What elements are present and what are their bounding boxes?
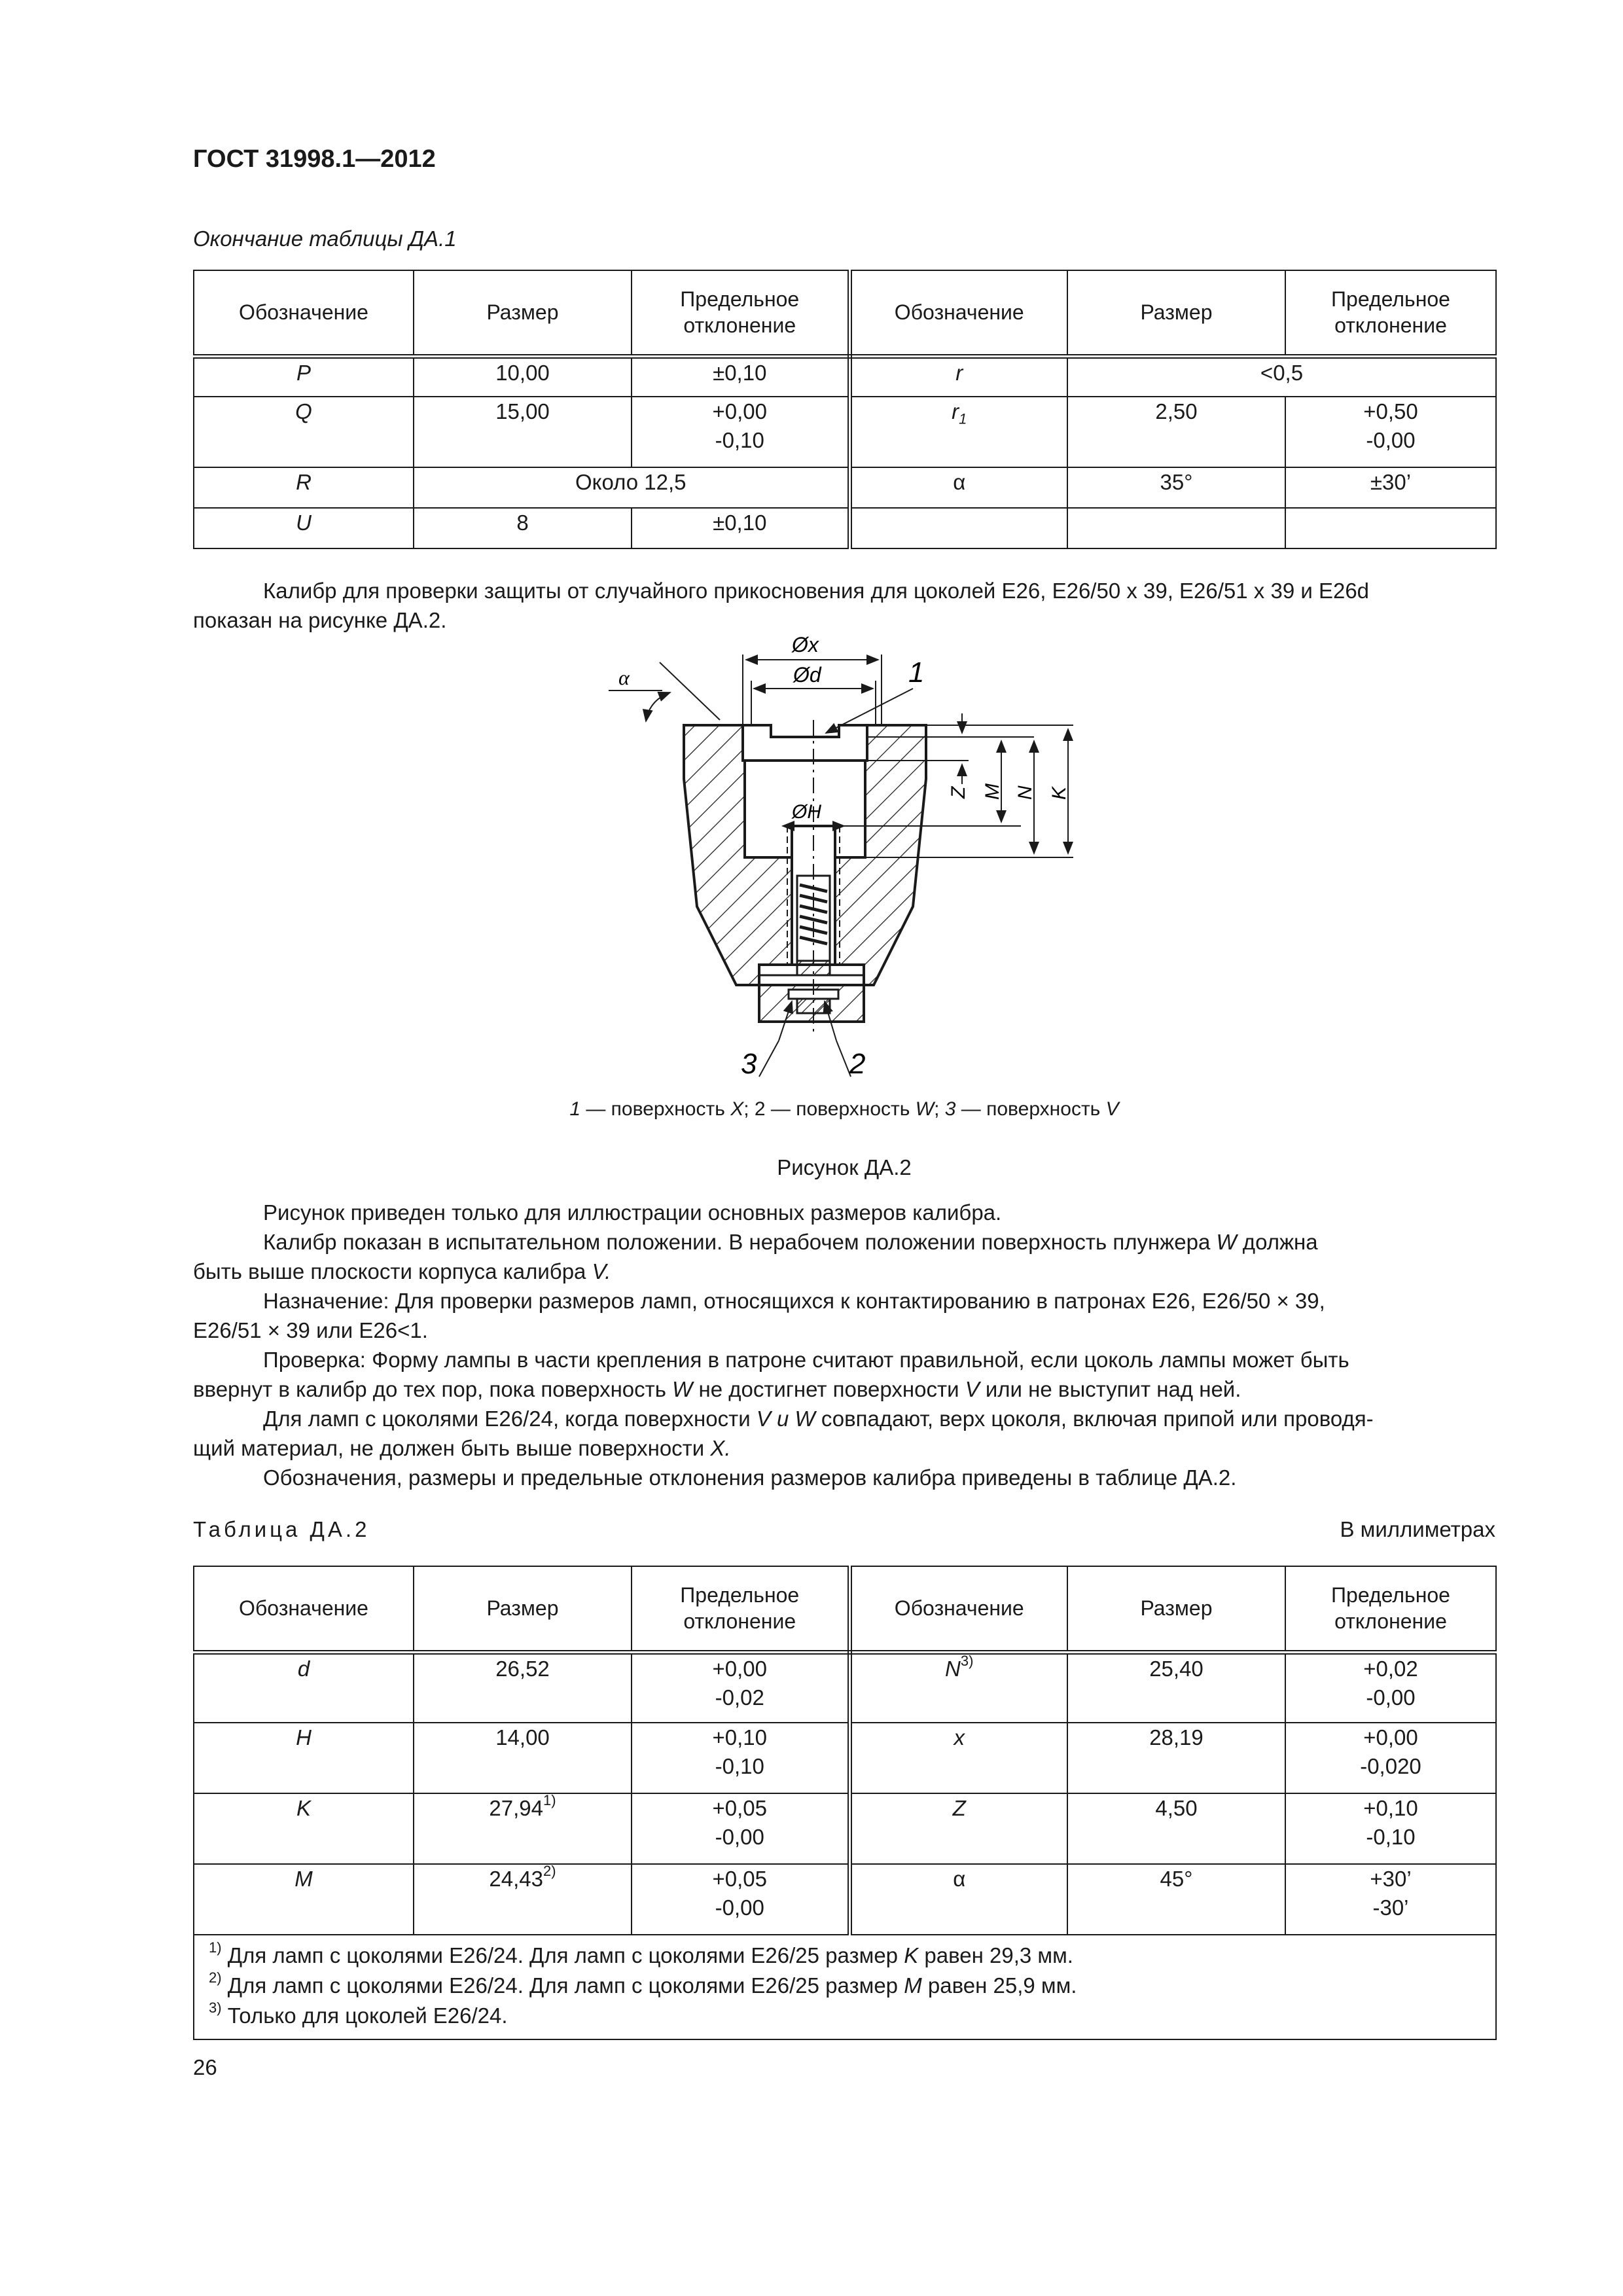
text-run: или не выступит над ней. [979, 1377, 1241, 1401]
text-run: Для ламп с цоколями E26/24, когда поверхности [263, 1407, 757, 1431]
paragraph-4: Проверка: Форму лампы в части крепления в патроне считают правильной, если цоколь лампы может быть [263, 1348, 1349, 1372]
size-cell [414, 1864, 632, 1935]
designation-cell: α [849, 467, 1067, 508]
paragraph-6: Обозначения, размеры и предельные отклонения размеров калибра приведены в таблице ДА.2. [263, 1465, 1237, 1490]
size-cell: 14,00 [414, 1723, 632, 1793]
size-cell: 8 [414, 508, 632, 548]
empty-cell [849, 508, 1067, 548]
header-cell: Обозначение [849, 1566, 1067, 1652]
header-cell: Размер [1067, 270, 1285, 356]
figure-title: Рисунок ДА.2 [777, 1155, 912, 1179]
text-run: должна [1236, 1230, 1318, 1254]
designation-cell: x [849, 1723, 1067, 1793]
designation-cell: P [194, 356, 414, 397]
tolerance-lower: -0,00 [1366, 1685, 1416, 1710]
size-cell: 35° [1067, 467, 1285, 508]
tolerance-upper: +0,10 [1363, 1796, 1418, 1820]
size-value: 27,94 [489, 1796, 544, 1820]
size-cell [414, 1793, 632, 1864]
text-run: V. [592, 1259, 611, 1283]
tolerance-cell [1285, 397, 1496, 467]
designation-cell: U [194, 508, 414, 548]
table-row [194, 397, 1496, 467]
header-cell: Предельное отклонение [1285, 1566, 1496, 1652]
text-run: Для ламп с цоколями E26/24. Для ламп с цоколями E26/25 размер [221, 1943, 904, 1967]
text-run: K [904, 1943, 919, 1967]
table-row [194, 1864, 1496, 1935]
table-notes-row [194, 1935, 1496, 2039]
tolerance-upper: +0,00 [712, 1656, 767, 1681]
text-run: V [965, 1377, 980, 1401]
footnote-3 [209, 2001, 1495, 2031]
table-da2-units: В миллиметрах [1340, 1517, 1495, 1541]
empty-cell [1285, 508, 1496, 548]
text-run: Для ламп с цоколями E26/24. Для ламп с цоколями E26/25 размер [221, 1973, 904, 1998]
designation-subscript: 1 [959, 410, 967, 427]
text-run: равен 25,9 мм. [921, 1973, 1077, 1998]
tolerance-cell [632, 1864, 849, 1935]
text-run: щий материал, не должен быть выше поверхности [193, 1436, 711, 1460]
size-cell [414, 1652, 632, 1723]
dim-z-label: Z [948, 786, 969, 798]
header-cell: Предельное отклонение [632, 1566, 849, 1652]
paragraph-1: Рисунок приведен только для иллюстрации основных размеров калибра. [263, 1200, 1002, 1225]
dim-d-label: Ød [793, 663, 821, 687]
paragraph-5 [193, 1404, 1495, 1433]
tolerance-upper: +0,02 [1363, 1656, 1418, 1681]
tolerance-upper: +30’ [1370, 1867, 1412, 1891]
header-cell: Предельное отклонение [632, 270, 849, 356]
tolerance-lower: -0,10 [715, 428, 764, 452]
size-cell: 15,00 [414, 397, 632, 467]
tolerance-upper: +0,10 [712, 1725, 767, 1749]
header-cell: Размер [414, 270, 632, 356]
callout-1: 1 [908, 656, 925, 689]
dim-m-label: M [982, 783, 1003, 800]
tolerance-upper: +0,00 [712, 399, 767, 423]
designation-cell: Z [849, 1793, 1067, 1864]
legend-surface-v: V [1105, 1098, 1119, 1120]
legend-text-2: ; 2 — поверхность [743, 1098, 916, 1120]
tolerance-cell [1285, 1864, 1496, 1935]
tolerance-upper: +0,05 [712, 1867, 767, 1891]
gauge-drawing [589, 628, 1113, 1100]
callout-2: 2 [849, 1048, 866, 1080]
tolerance-cell [1285, 1793, 1496, 1864]
tolerance-cell [632, 1723, 849, 1793]
table-notes [194, 1935, 1496, 2039]
size-cell: 28,19 [1067, 1723, 1285, 1793]
legend-text-1: — поверхность [580, 1098, 731, 1120]
legend-surface-w: W [915, 1098, 935, 1120]
header-cell: Предельное отклонение [1285, 270, 1496, 356]
tolerance-cell: ±30’ [1285, 467, 1496, 508]
intro-paragraph [193, 576, 1495, 635]
empty-cell [1067, 508, 1285, 548]
text-run: M [904, 1973, 922, 1998]
footnote-mark: 1) [209, 1939, 222, 1956]
callout-3: 3 [741, 1048, 757, 1080]
body-text [193, 1198, 1495, 1492]
size-value: 24,43 [489, 1867, 544, 1891]
header-cell: Обозначение [194, 1566, 414, 1652]
designation-cell: M [194, 1864, 414, 1935]
tolerance-cell [1285, 1652, 1496, 1723]
designation-cell [849, 1652, 1067, 1723]
table-row [194, 1652, 1496, 1723]
size-cell: 2,50 [1067, 397, 1285, 467]
footnote-ref: 3) [960, 1652, 974, 1669]
designation-cell: d [194, 1652, 414, 1723]
header-cell: Обозначение [849, 270, 1067, 356]
footnote-1 [209, 1941, 1495, 1971]
paragraph-3: Назначение: Для проверки размеров ламп, относящихся к контактированию в патронах E26, E26/50 × 39, [263, 1289, 1325, 1313]
size-cell: Около 12,5 [414, 467, 849, 508]
paragraph-2 [193, 1227, 1495, 1257]
tolerance-upper: +0,50 [1363, 399, 1418, 423]
tolerance-cell: ±0,10 [632, 508, 849, 548]
designation-cell: H [194, 1723, 414, 1793]
legend-sep: ; [934, 1098, 945, 1120]
text-run: W [672, 1377, 693, 1401]
size-cell: <0,5 [1067, 356, 1496, 397]
table-da1-caption: Окончание таблицы ДА.1 [193, 226, 457, 251]
tolerance-upper: +0,05 [712, 1796, 767, 1820]
table-da2-caption: Таблица ДА.2 [193, 1517, 370, 1541]
table-da1 [193, 270, 1497, 549]
legend-text-3: — поверхность [955, 1098, 1106, 1120]
paragraph-5-cont [193, 1433, 1495, 1463]
angle-alpha-label: α [618, 666, 630, 689]
tolerance-cell: ±0,10 [632, 356, 849, 397]
text-run: равен 29,3 мм. [918, 1943, 1073, 1967]
table-row [194, 356, 1496, 397]
size-cell: 25,40 [1067, 1652, 1285, 1723]
table-row [194, 508, 1496, 548]
tolerance-lower: -0,02 [715, 1685, 764, 1710]
size-value: 26,52 [495, 1656, 550, 1681]
text-run: X. [710, 1436, 731, 1460]
table-row [194, 467, 1496, 508]
table-da2 [193, 1566, 1497, 2040]
paragraph-4-cont [193, 1374, 1495, 1404]
legend-surface-x: X [730, 1098, 744, 1120]
header-cell: Размер [414, 1566, 632, 1652]
text-run: W [1216, 1230, 1237, 1254]
text-run: Только для цоколей E26/24. [221, 2003, 508, 2028]
text-run: Калибр показан в испытательном положении. В нерабочем положении поверхность плунжера [263, 1230, 1217, 1254]
legend-num-3: 3 [944, 1098, 956, 1120]
size-cell: 10,00 [414, 356, 632, 397]
intro-line-1: Калибр для проверки защиты от случайного прикосновения для цоколей E26, E26/50 х 39, E26/51 х 39 и E26d [263, 579, 1370, 603]
designation-cell: K [194, 1793, 414, 1864]
table-row [194, 1723, 1496, 1793]
text-run: ввернут в калибр до тех пор, пока поверхность [193, 1377, 673, 1401]
header-cell: Обозначение [194, 270, 414, 356]
designation-symbol: N [945, 1656, 961, 1681]
paragraph-2-cont [193, 1257, 1495, 1286]
designation-cell: R [194, 467, 414, 508]
footnote-2 [209, 1971, 1495, 2001]
dim-h-label: ØH [792, 801, 821, 823]
footnote-ref: 2) [543, 1863, 556, 1879]
tolerance-lower: -0,00 [715, 1825, 764, 1849]
tolerance-lower: -0,00 [1366, 428, 1416, 452]
tolerance-cell [632, 1793, 849, 1864]
text-run: совпадают, верх цоколя, включая припой или проводя- [815, 1407, 1374, 1431]
designation-symbol: r [952, 399, 959, 423]
size-cell: 4,50 [1067, 1793, 1285, 1864]
dim-k-label: K [1048, 786, 1070, 800]
paragraph-3-cont: E26/51 × 39 или E26<1. [193, 1318, 428, 1342]
dim-n-label: N [1014, 785, 1036, 800]
text-run: не достигнет поверхности [692, 1377, 965, 1401]
tolerance-upper: +0,00 [1363, 1725, 1418, 1749]
tolerance-cell [632, 397, 849, 467]
designation-cell: r [849, 356, 1067, 397]
designation-cell [849, 397, 1067, 467]
designation-cell: α [849, 1864, 1067, 1935]
footnote-mark: 2) [209, 1969, 222, 1986]
footnote-ref: 1) [543, 1792, 556, 1808]
tolerance-lower: -0,020 [1360, 1754, 1421, 1778]
tolerance-lower: -0,10 [1366, 1825, 1416, 1849]
table-row [194, 1793, 1496, 1864]
document-header: ГОСТ 31998.1—2012 [193, 145, 436, 173]
text-run: быть выше плоскости корпуса калибра [193, 1259, 592, 1283]
tolerance-cell [632, 1652, 849, 1723]
legend-num-1: 1 [569, 1098, 580, 1120]
page-number: 26 [193, 2055, 217, 2079]
tolerance-lower: -0,10 [715, 1754, 764, 1778]
tolerance-cell [1285, 1723, 1496, 1793]
intro-line-2: показан на рисунке ДА.2. [193, 608, 447, 632]
size-cell: 45° [1067, 1864, 1285, 1935]
figure-legend [193, 1098, 1495, 1121]
tolerance-lower: -30’ [1372, 1895, 1409, 1920]
text-run: V и W [756, 1407, 815, 1431]
tolerance-lower: -0,00 [715, 1895, 764, 1920]
dim-x-label: Øx [792, 633, 819, 656]
designation-cell: Q [194, 397, 414, 467]
header-cell: Размер [1067, 1566, 1285, 1652]
footnote-mark: 3) [209, 2000, 222, 2016]
